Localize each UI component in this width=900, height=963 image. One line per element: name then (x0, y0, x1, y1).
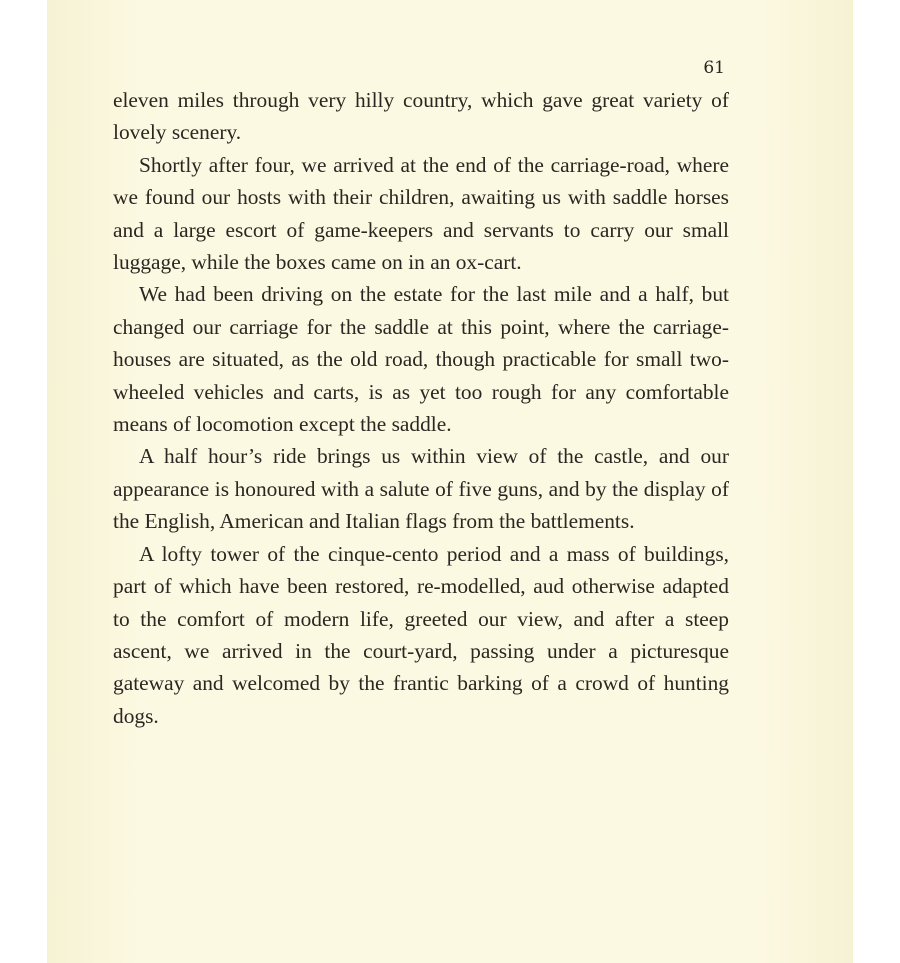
page-number: 61 (703, 58, 725, 78)
paragraph-tower: A lofty tower of the cinque-cento period and a mass of buildings, part of which have been restored, re-modelled, aud otherwise adapted to the comfort of modern life, greeted our view, and after a steep ascent, we arrived in the court-yard, passing under a picturesque gateway and welcomed by the frantic barking of a crowd of hunting dogs. (113, 541, 729, 728)
paragraph-driving: We had been driving on the estate for the last mile and a half, but changed our carriage for the saddle at this point, where the carriage-houses are situated, as the old road, though practicable for small two-wheeled vehicles and carts, is as yet too rough for any comfortable means of locomotion except the saddle. (113, 282, 729, 437)
paragraph-arrival: Shortly after four, we arrived at the end of the carriage-road, where we found our hosts with their children, awaiting us with saddle horses and a large escort of game-keepers and servants to carry our small luggage, while the boxes came on in an ox-cart. (113, 152, 729, 275)
book-page (47, 0, 853, 963)
paragraph-ride: A half hour’s ride brings us within view of the castle, and our appearance is honoured with a salute of five guns, and by the display of the English, American and Italian flags from the battlements. (113, 444, 729, 534)
paragraph-continuation: eleven miles through very hilly country, which gave great variety of lovely scenery. (113, 88, 729, 145)
body-text (113, 84, 729, 732)
